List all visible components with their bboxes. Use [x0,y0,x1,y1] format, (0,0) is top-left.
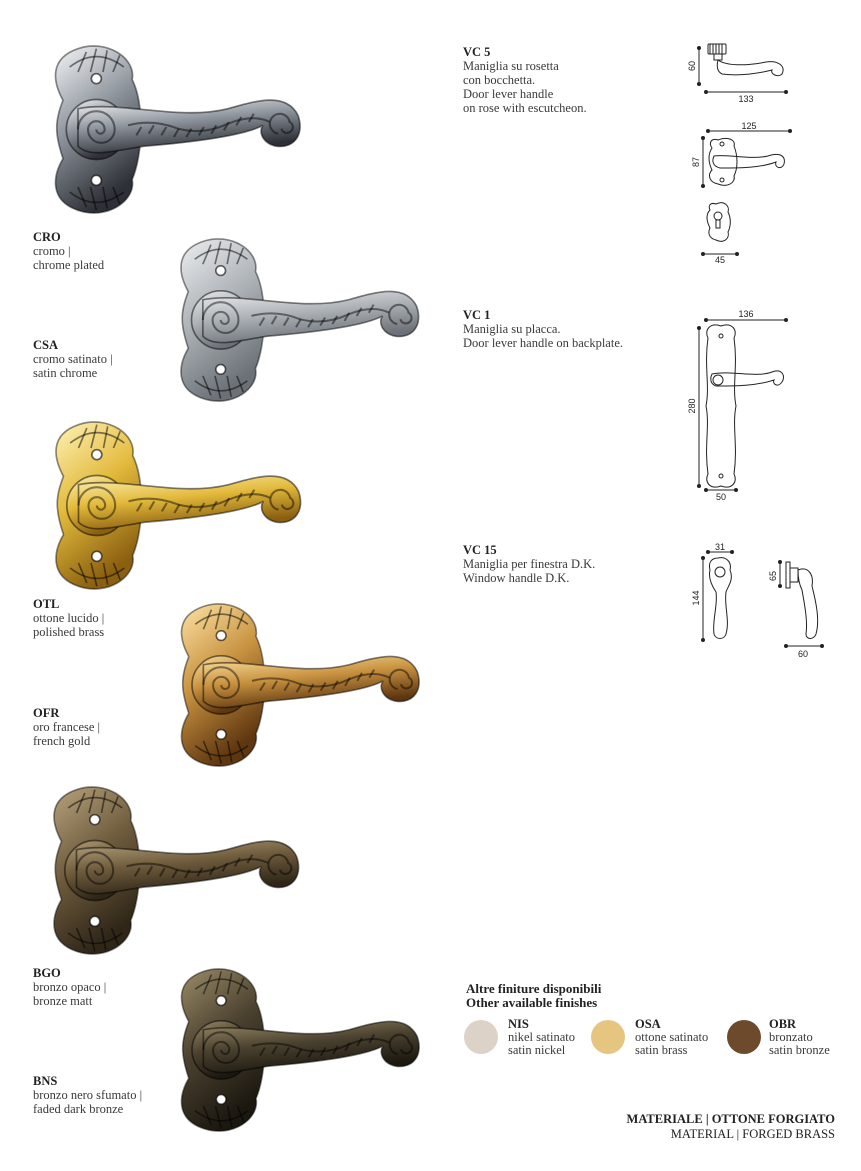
model-code: VC 5 [463,45,491,59]
dim-vc1-width: 136 [738,309,754,319]
swatch-name-it: nikel satinato [508,1030,575,1044]
handle-image-bgo [34,783,319,958]
finish-name-en: bronze matt [33,994,93,1008]
swatch-text [508,1018,575,1057]
swatch-name-en: satin bronze [769,1043,830,1057]
model-code: VC 15 [463,543,497,557]
finish-swatch-osa [591,1020,625,1054]
model-line: Door lever handle on backplate. [463,336,624,350]
dim-vc5-side-length: 133 [738,94,754,104]
material-note [627,1112,835,1142]
finish-label-ofr [33,706,100,748]
other-finishes-title-it: Altre finiture disponibili [466,981,602,996]
finish-label-cro [33,230,104,272]
finish-name-it: bronzo nero sfumato | [33,1088,143,1102]
dim-vc5-front-width: 125 [741,121,757,131]
swatch-text [635,1018,708,1057]
finish-code: BNS [33,1074,58,1088]
finish-name-it: ottone lucido | [33,611,105,625]
handle-image-csa [160,235,440,405]
model-line: on rose with escutcheon. [463,101,587,115]
dim-vc5-escutcheon-width: 45 [714,255,726,265]
other-finishes-title-en: Other available finishes [466,995,598,1010]
finish-name-it: cromo | [33,244,71,258]
handle-cro-svg [38,42,318,217]
finish-name-it: oro francese | [33,720,101,734]
handle-csa-svg [160,235,440,405]
dim-vc15-front-width: 31 [714,542,726,552]
handle-image-ofr [163,600,438,770]
model-line: Maniglia su placca. [463,322,561,336]
finish-name-en: polished brass [33,625,105,639]
other-finishes-title [466,982,601,1010]
finish-name-it: bronzo opaco | [33,980,107,994]
swatch-code: OBR [769,1017,797,1031]
model-line: Window handle D.K. [463,571,570,585]
finish-name-en: faded dark bronze [33,1102,124,1116]
swatch-name-en: satin nickel [508,1043,566,1057]
handle-image-bns [163,965,438,1135]
dim-vc15-front-height: 144 [691,590,701,606]
finish-swatch-obr [727,1020,761,1054]
vc1-drawing [686,306,800,506]
model-vc15 [463,543,595,585]
dim-vc15-side-height: 65 [768,570,778,582]
model-vc5 [463,45,587,115]
material-en: MATERIAL | FORGED BRASS [670,1127,835,1141]
finish-code: OTL [33,597,60,611]
finish-name-en: french gold [33,734,91,748]
model-code: VC 1 [463,308,491,322]
dim-vc1-height: 280 [687,398,697,414]
dim-vc5-front-height: 87 [691,156,701,168]
finish-name-en: satin chrome [33,366,98,380]
vc5-side-drawing [686,40,796,104]
dim-vc15-side-length: 60 [797,649,809,659]
swatch-text [769,1018,830,1057]
model-line: con bocchetta. [463,73,536,87]
swatch-name-it: bronzato [769,1030,813,1044]
finish-code: CRO [33,230,61,244]
finish-label-csa [33,338,113,380]
handle-bgo-svg [34,783,319,958]
finish-label-bgo [33,966,106,1008]
swatch-code: OSA [635,1017,661,1031]
material-it: MATERIALE | OTTONE FORGIATO [626,1112,835,1126]
handle-ofr-svg [163,600,438,770]
finish-code: OFR [33,706,60,720]
finish-name-it: cromo satinato | [33,352,113,366]
handle-image-cro [38,42,318,217]
finish-swatch-nis [464,1020,498,1054]
handle-image-otl [36,418,321,593]
handle-otl-svg [36,418,321,593]
model-vc1 [463,308,623,350]
model-line: Door lever handle [463,87,554,101]
vc5-front-drawing [690,120,800,265]
finish-label-bns [33,1074,142,1116]
finish-label-otl [33,597,104,639]
finish-code: CSA [33,338,59,352]
finish-name-en: chrome plated [33,258,105,272]
vc15-drawing [690,540,830,665]
model-line: Maniglia per finestra D.K. [463,557,596,571]
model-line: Maniglia su rosetta [463,59,559,73]
finish-code: BGO [33,966,61,980]
swatch-code: NIS [508,1017,529,1031]
dim-vc1-plate-width: 50 [715,492,727,502]
handle-bns-svg [163,965,438,1135]
swatch-name-en: satin brass [635,1043,688,1057]
swatch-name-it: ottone satinato [635,1030,709,1044]
dim-vc5-side-height: 60 [687,60,697,72]
